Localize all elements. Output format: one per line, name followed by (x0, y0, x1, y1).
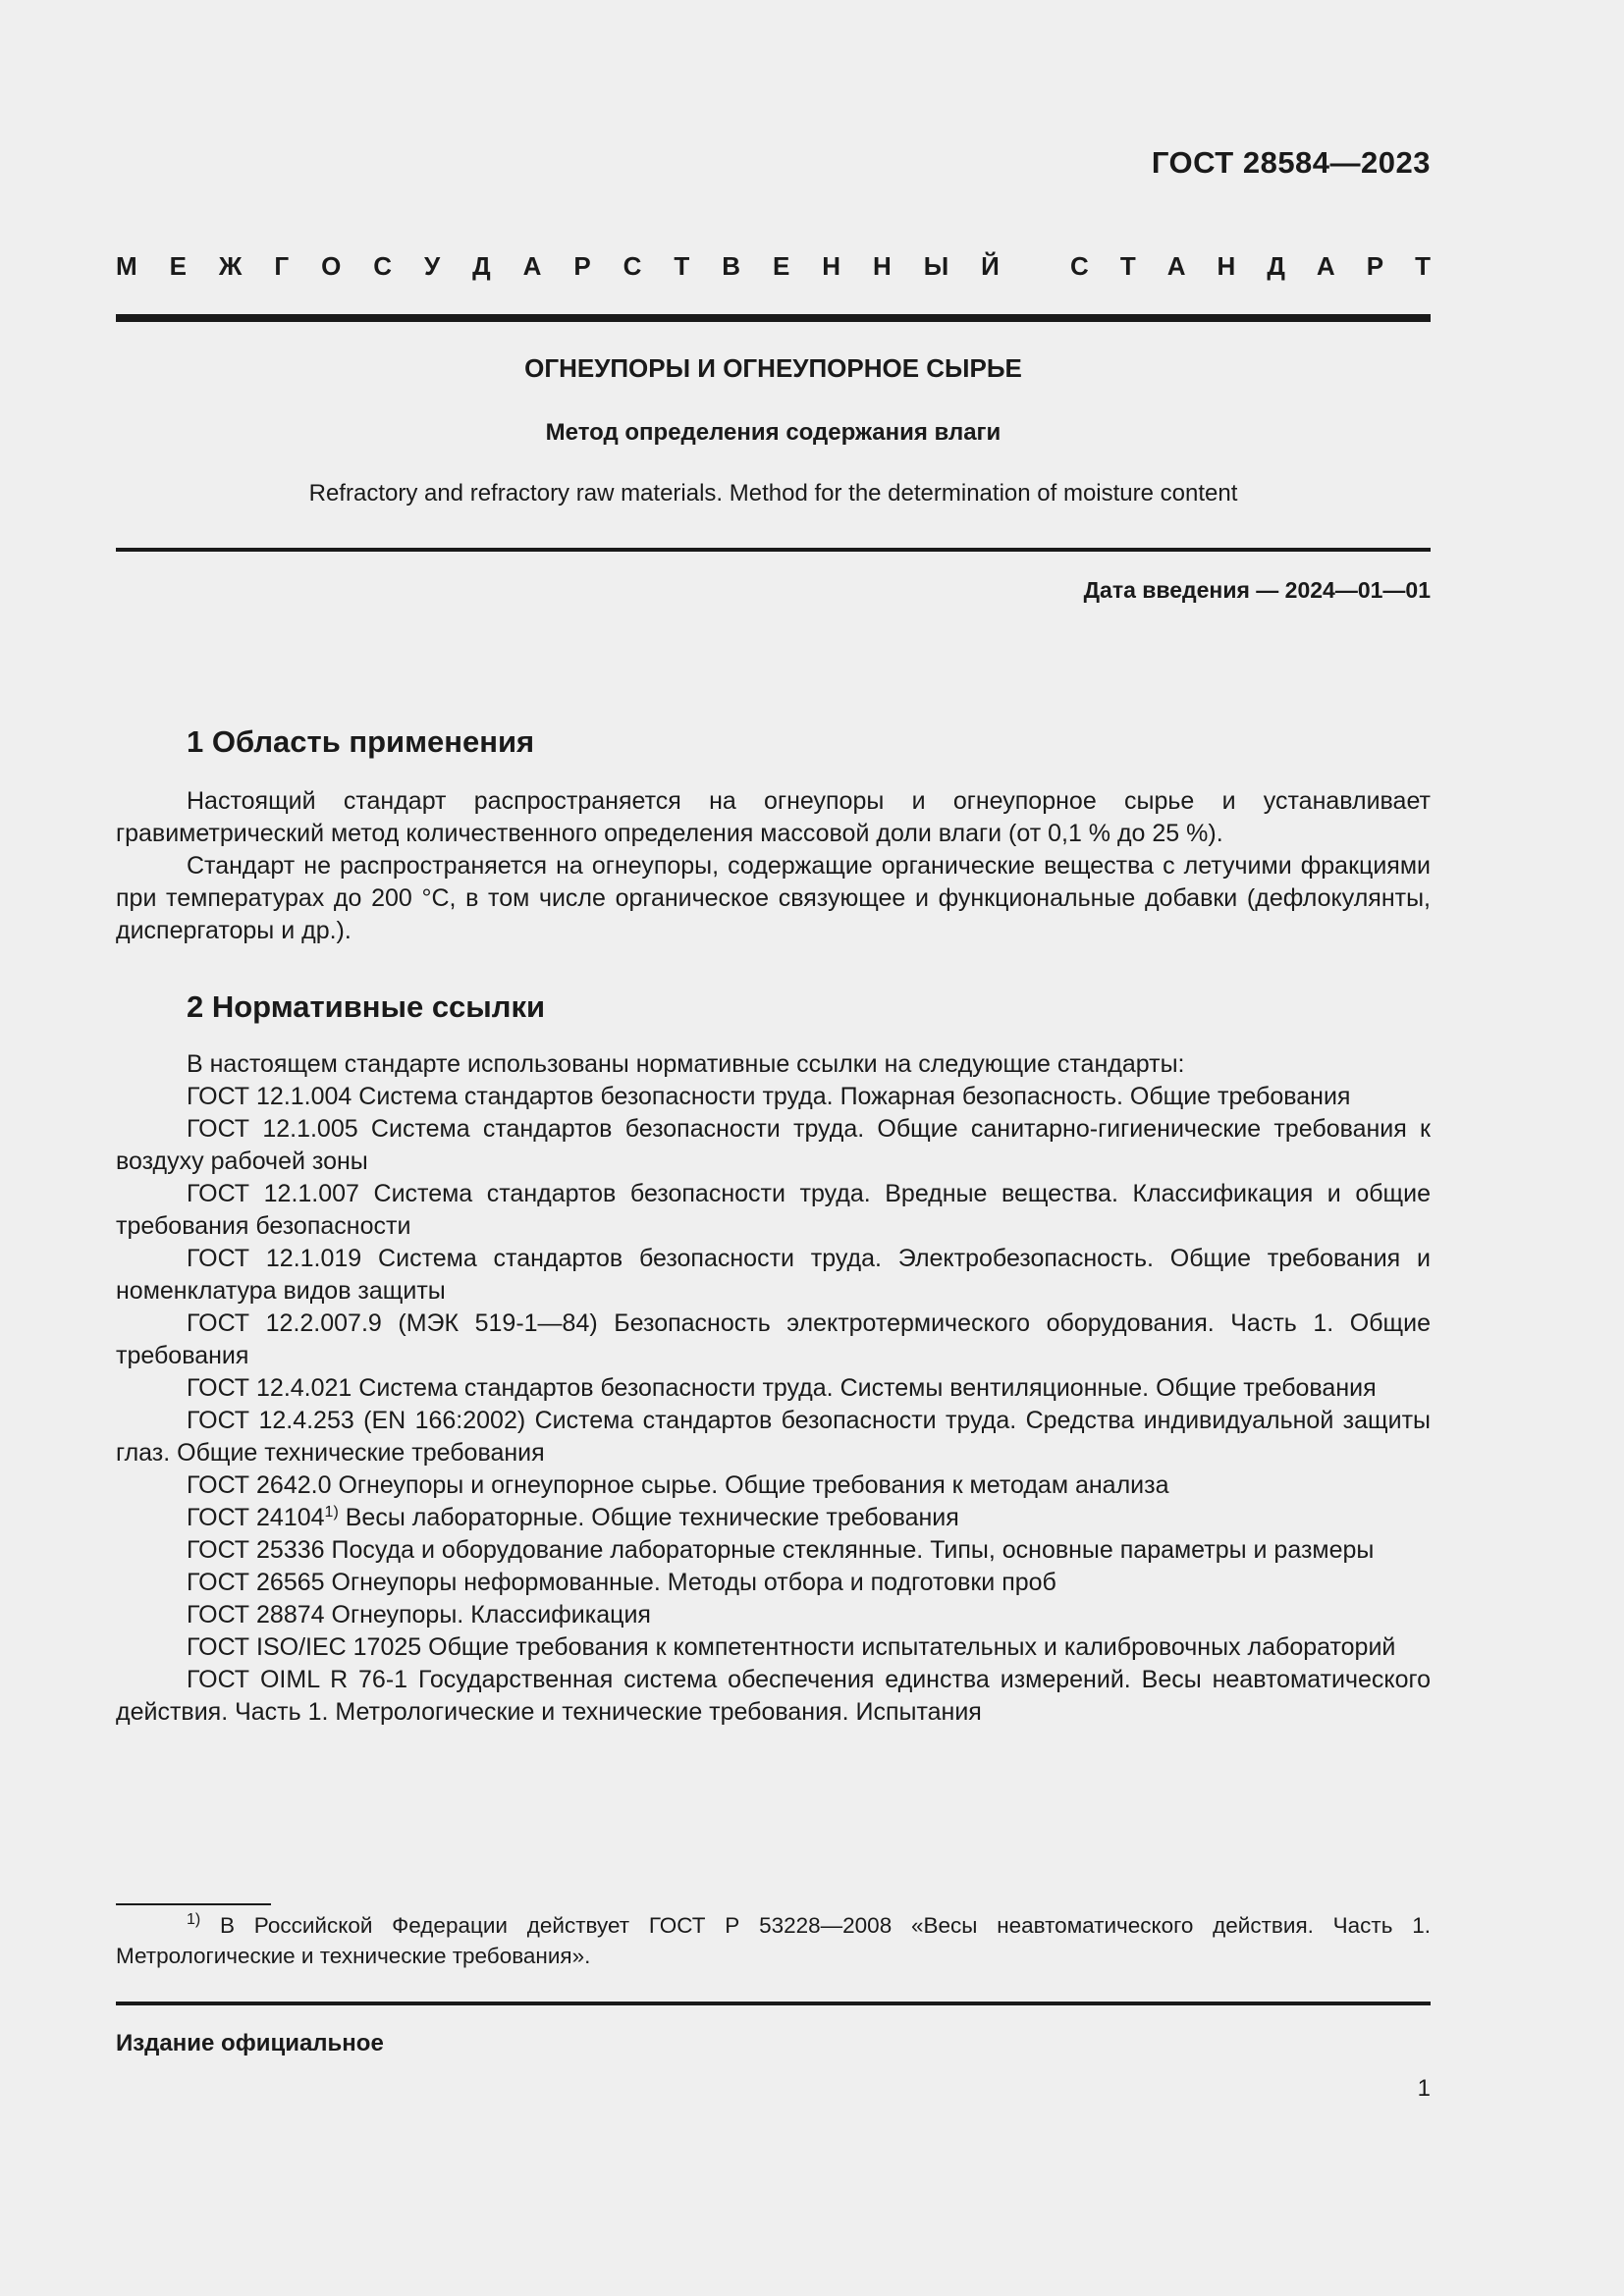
reference-title: Государственная система обеспечения единства измерений. Весы неавтоматического действия. Часть 1. Метрологические и технические требования. Испытания (116, 1666, 1431, 1726)
standard-kind (116, 251, 1431, 282)
reference-title: Огнеупоры и огнеупорное сырье. Общие требования к методам анализа (338, 1471, 1169, 1499)
reference-item (116, 1243, 1431, 1308)
document-page (116, 0, 1431, 2296)
reference-item (116, 1502, 1431, 1534)
references-intro: В настоящем стандарте использованы нормативные ссылки на следующие стандарты: (187, 1050, 1185, 1078)
paragraph: Стандарт не распространяется на огнеупоры, содержащие органические вещества с летучими фракциями при температурах до 200 °С, в том числе органическое связующее и функциональные добавки (дефлокулянты, диспергаторы и др.). (116, 852, 1431, 944)
reference-code: ГОСТ 12.4.021 (187, 1374, 352, 1402)
reference-title: Огнеупоры неформованные. Методы отбора и подготовки проб (331, 1569, 1056, 1596)
reference-title: Система стандартов безопасности труда. Пожарная безопасность. Общие требования (358, 1083, 1351, 1110)
standard-kind-word2: С Т А Н Д А Р Т (1070, 251, 1431, 281)
reference-footnote-mark: 1) (324, 1504, 339, 1521)
footnote-rule (116, 1903, 271, 1905)
reference-title: Система стандартов безопасности труда. Вредные вещества. Классификация и общие требования безопасности (116, 1180, 1431, 1240)
footnote (116, 1910, 1431, 1971)
reference-item (116, 1567, 1431, 1599)
reference-title: Весы лабораторные. Общие технические требования (345, 1504, 959, 1531)
section-2-heading: 2 Нормативные ссылки (187, 989, 546, 1024)
reference-code: ГОСТ 12.1.004 (187, 1083, 352, 1110)
section-2-body (116, 1048, 1431, 1729)
reference-item (116, 1405, 1431, 1469)
reference-code: ГОСТ 2642.0 (187, 1471, 332, 1499)
section-1-heading: 1 Область применения (187, 724, 535, 759)
standard-kind-word1: М Е Ж Г О С У Д А Р С Т В Е Н Н Ы Й (116, 251, 1000, 281)
reference-code: ГОСТ ISO/IEC 17025 (187, 1633, 422, 1661)
footnote-mark: 1) (187, 1911, 201, 1928)
reference-item (116, 1534, 1431, 1567)
reference-title: Огнеупоры. Классификация (331, 1601, 651, 1629)
reference-code: ГОСТ 12.2.007.9 (МЭК 519-1—84) (187, 1309, 598, 1337)
reference-code: ГОСТ 25336 (187, 1536, 325, 1564)
reference-code: ГОСТ 12.1.007 (187, 1180, 359, 1207)
reference-title: Безопасность электротермического оборудования. Часть 1. Общие требования (116, 1309, 1431, 1369)
paragraph: Настоящий стандарт распространяется на огнеупоры и огнеупорное сырье и устанавливает гравиметрический метод количественного определения массовой доли влаги (от 0,1 % до 25 %). (116, 787, 1431, 847)
reference-item (116, 1308, 1431, 1372)
reference-item (116, 1599, 1431, 1631)
reference-item (116, 1469, 1431, 1502)
reference-item (116, 1372, 1431, 1405)
reference-code: ГОСТ 12.4.253 (EN 166:2002) (187, 1407, 526, 1434)
reference-code: ГОСТ 28874 (187, 1601, 325, 1629)
page-number: 1 (1417, 2075, 1431, 2102)
reference-item (116, 1631, 1431, 1664)
reference-title: Общие требования к компетентности испытательных и калибровочных лабораторий (428, 1633, 1396, 1661)
english-title: Refractory and refractory raw materials. Method for the determination of moisture content (308, 480, 1238, 507)
document-title: ОГНЕУПОРЫ И ОГНЕУПОРНОЕ СЫРЬЕ (524, 353, 1022, 383)
official-edition-label: Издание официальное (116, 2030, 384, 2056)
reference-title: Посуда и оборудование лабораторные стеклянные. Типы, основные параметры и размеры (331, 1536, 1375, 1564)
reference-item (116, 1081, 1431, 1113)
reference-title: Система стандартов безопасности труда. Системы вентиляционные. Общие требования (358, 1374, 1377, 1402)
header-rule (116, 314, 1431, 322)
doc-number: ГОСТ 28584—2023 (1151, 145, 1431, 180)
reference-title: Система стандартов безопасности труда. Средства индивидуальной защиты глаз. Общие технические требования (116, 1407, 1431, 1467)
reference-item (116, 1113, 1431, 1178)
reference-item (116, 1664, 1431, 1729)
reference-code: ГОСТ 24104 (187, 1504, 325, 1531)
document-subtitle: Метод определения содержания влаги (545, 419, 1001, 446)
reference-code: ГОСТ 12.1.005 (187, 1115, 358, 1143)
reference-code: ГОСТ 12.1.019 (187, 1245, 362, 1272)
reference-item (116, 1178, 1431, 1243)
reference-code: ГОСТ OIML R 76-1 (187, 1666, 408, 1693)
title-rule (116, 548, 1431, 552)
footnote-text: В Российской Федерации действует ГОСТ Р 53228—2008 «Весы неавтоматического действия. Часть 1. Метрологические и технические требования». (116, 1913, 1431, 1968)
reference-code: ГОСТ 26565 (187, 1569, 325, 1596)
section-1-body (116, 785, 1431, 947)
intro-date: Дата введения — 2024—01—01 (1083, 577, 1431, 603)
footer-rule (116, 2002, 1431, 2005)
reference-title: Система стандартов безопасности труда. Электробезопасность. Общие требования и номенклатура видов защиты (116, 1245, 1431, 1305)
reference-title: Система стандартов безопасности труда. Общие санитарно-гигиенические требования к воздуху рабочей зоны (116, 1115, 1431, 1175)
